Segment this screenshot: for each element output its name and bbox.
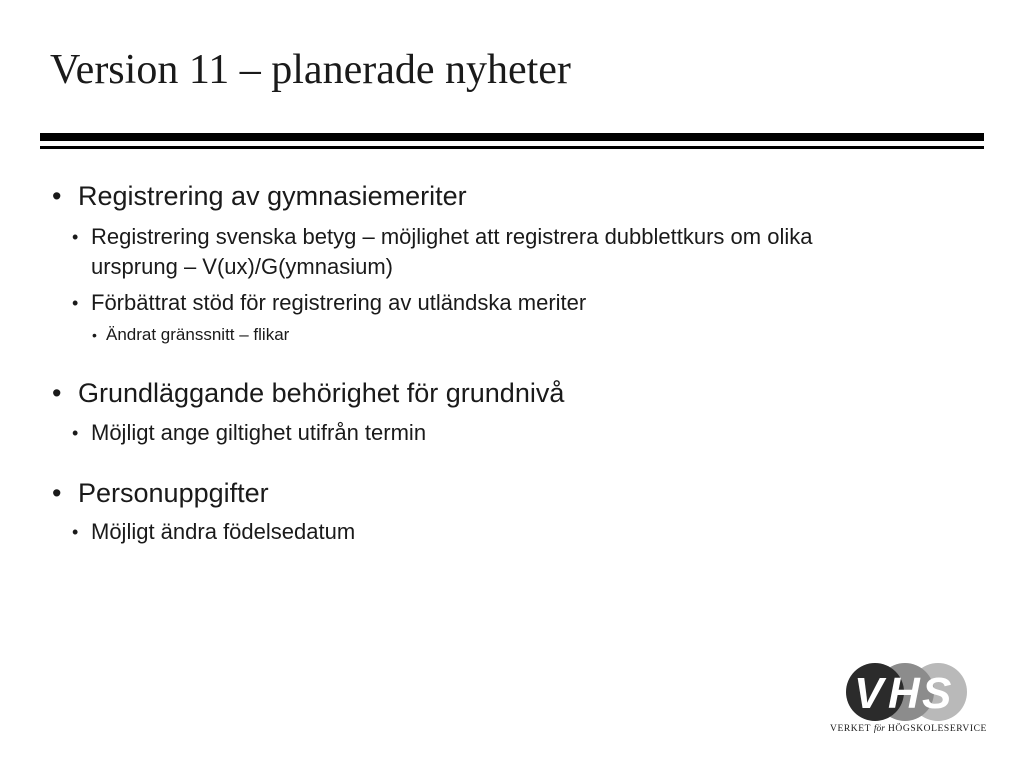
item-svenska-betyg-line1: Registrering svenska betyg – möjlighet att registrera dubblettkurs om olika (91, 224, 813, 249)
item-utlandska-meriter: Förbättrat stöd för registrering av utländska meriter (91, 290, 587, 315)
item-giltighet-termin: Möjligt ange giltighet utifrån termin (91, 420, 427, 445)
logo-caption-for: för (873, 724, 885, 734)
logo-caption-verket: VERKET (830, 724, 874, 734)
section-heading-gymnasiemeriter: Registrering av gymnasiemeriter (78, 181, 467, 211)
bullet-marker: • (92, 327, 97, 343)
item-fodelsedatum: Möjligt ändra födelsedatum (91, 519, 356, 544)
logo-caption (830, 724, 986, 734)
logo-letter-v: V (854, 669, 884, 718)
bullet-marker: • (52, 378, 62, 408)
bullet-marker: • (52, 181, 62, 211)
section-heading-personuppgifter: Personuppgifter (78, 478, 269, 508)
bullet-marker: • (72, 522, 79, 542)
logo-letter-h: H (888, 669, 920, 718)
slide-title: Version 11 – planerade nyheter (50, 47, 571, 93)
logo-letter-s: S (922, 669, 952, 718)
subitem-andrat-granssnitt: Ändrat gränssnitt – flikar (106, 325, 290, 344)
bullet-marker: • (52, 478, 62, 508)
section-heading-behorighet: Grundläggande behörighet för grundnivå (78, 378, 565, 408)
bullet-marker: • (72, 227, 79, 247)
bullet-marker: • (72, 293, 79, 313)
item-svenska-betyg-line2: ursprung – V(ux)/G(ymnasium) (91, 254, 393, 279)
bullet-marker: • (72, 423, 79, 443)
logo-caption-hogskoleservice: HÖGSKOLESERVICE (884, 724, 987, 734)
